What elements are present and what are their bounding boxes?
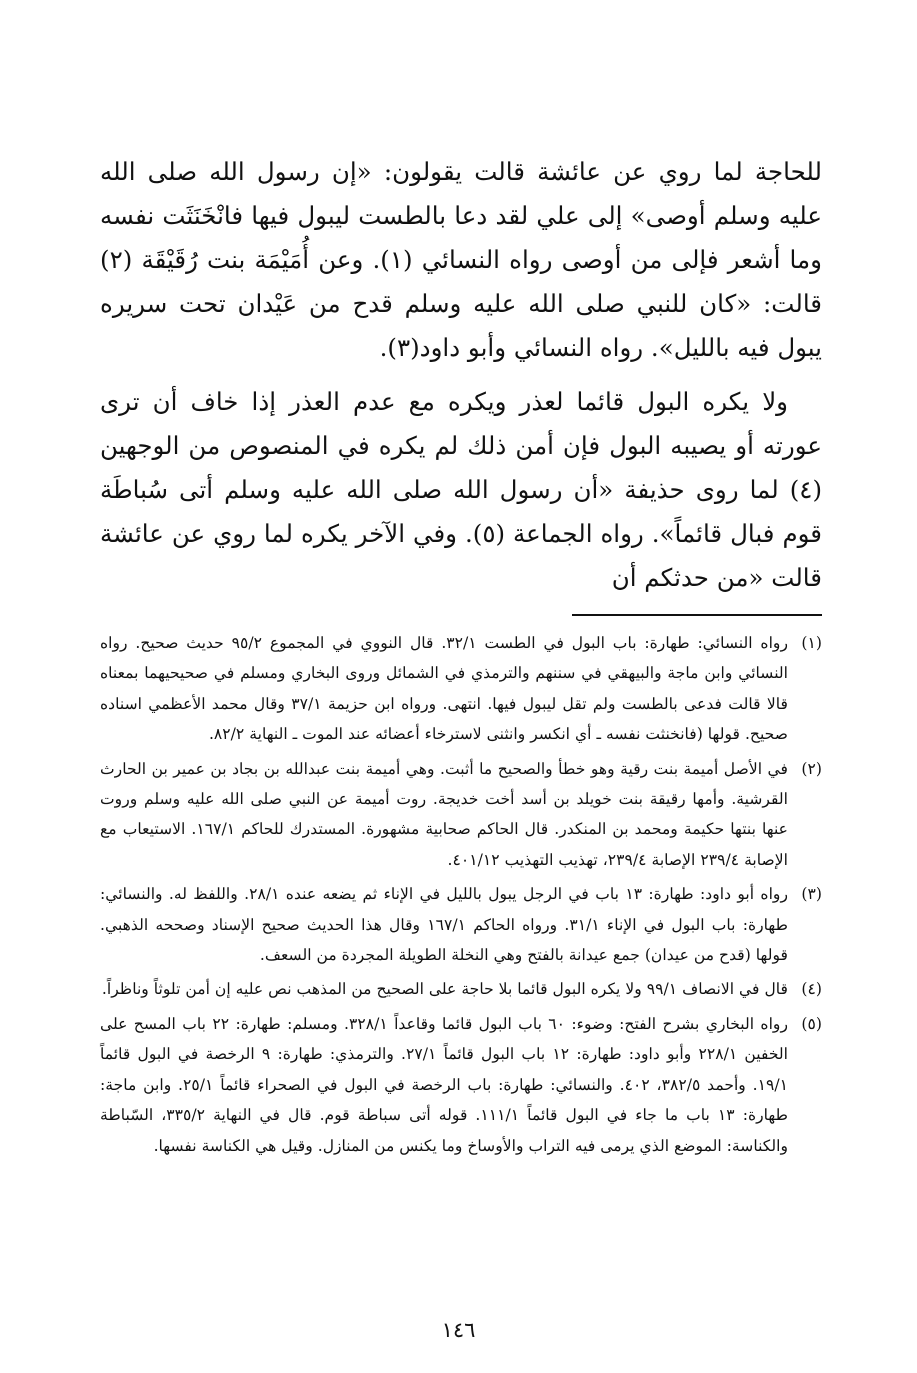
main-paragraph-1: للحاجة لما روي عن عائشة قالت يقولون: «إن رسول الله صلى الله عليه وسلم أوصى» إلى علي لقد دعا بالطست ليبول فيها فانْخَنَثَت نفسه وما أشعر فإلى من أوصى رواه النسائي (١). وعن أُمَيْمَة بنت رُقَيْقَة (٢) قالت: «كان للنبي صلى الله عليه وسلم قدح من عَيْدان تحت سريره يبول فيه بالليل». رواه النسائي وأبو داود(٣). (100, 157, 822, 362)
footnote-number: (٤) (801, 980, 822, 999)
footnote-text: قال في الانصاف ٩٩/١ ولا يكره البول قائما بلا حاجة على الصحيح من المذهب نص عليه إن أمن تلوثاً وناظراً. (101, 980, 788, 999)
page-content (100, 150, 822, 1165)
footnote-number: (٣) (801, 885, 822, 904)
footnotes (100, 628, 822, 1161)
footnote-number: (١) (801, 634, 822, 652)
footnote-text: رواه النسائي: طهارة: باب البول في الطست ٣٢/١. قال النووي في المجموع ٩٥/٢ حديث صحيح. رواه النسائي وابن ماجة والبيهقي في سننهم والترمذي في الشمائل وروى البخاري ومسلم في صحيحيهما بمعناه قالا قالت فدعى بالطست ولم تقل ليبول فيها. انتهى. ورواه ابن حزيمة ٣٧/١ وقال محمد الأعظمي اسناده صحيح. قولها (فانخنثت نفسه ـ أي انكسر وانثنى لاسترخاء أعضائه عند الموت ـ النهاية ٨٢/٢. (100, 634, 788, 744)
footnote-text: رواه أبو داود: طهارة: ١٣ باب في الرجل يبول بالليل في الإناء ثم يضعه عنده ٢٨/١. واللفظ له. والنسائي: طهارة: باب البول في الإناء ٣١/١. ورواه الحاكم ١٦٧/١ وقال هذا الحديث صحيح الإسناد وصححه الذهبي. قولها (قدح من عيدان) جمع عيدانة بالفتح وهي النخلة الطويلة المجردة من السعف. (100, 885, 788, 965)
footnote-divider (572, 614, 822, 616)
footnote-number: (٥) (801, 1014, 822, 1033)
footnote-number: (٢) (801, 759, 822, 778)
footnote-5 (100, 1009, 822, 1161)
page-number: ١٤٦ (441, 1318, 476, 1342)
footnote-4 (100, 974, 822, 1004)
footnote-text: رواه البخاري بشرح الفتح: وضوء: ٦٠ باب البول قائما وقاعداً ٣٢٨/١. ومسلم: طهارة: ٢٢ باب المسح على الخفين ٢٢٨/١ وأبو داود: طهارة: ١٢ باب البول قائماً ٢٧/١. والترمذي: طهارة: ٩ الرخصة في البول قائماً ١٩/١. وأحمد ٣٨٢/٥، ٤٠٢. والنسائي: طهارة: باب الرخصة في البول في الصحراء قائماً ٢٥/١. وابن ماجة: طهارة: ١٣ باب ما جاء في البول قائماً ١١١/١. قوله أتى سباطة قوم. قال في النهاية ٣٣٥/٢، السّباطة والكناسة: الموضع الذي يرمى فيه التراب والأوساخ وما يكنس من المنازل. وقيل هي الكناسة نفسها. (100, 1014, 789, 1155)
main-text (100, 150, 822, 600)
main-paragraph-2: ولا يكره البول قائما لعذر ويكره مع عدم العذر إذا خاف أن ترى عورته أو يصيبه البول فإن أمن ذلك لم يكره في المنصوص من الوجهين (٤) لما روى حذيفة «أن رسول الله صلى الله عليه وسلم أتى سُباطَة قوم فبال قائماً». رواه الجماعة (٥). وفي الآخر يكره لما روي عن عائشة قالت «من حدثكم أن (100, 387, 822, 592)
footnote-1 (100, 628, 822, 750)
footnote-text: في الأصل أميمة بنت رقية وهو خطأ والصحيح ما أثبت. وهي أميمة بنت عبدالله بن بجاد بن عمير بن الحارث القرشية. وأمها رقيقة بنت خويلد بن أسد أخت خديجة. روت أميمة عن النبي صلى الله عليه وسلم وروت عنها بنتها حكيمة ومحمد بن المنكدر. قال الحاكم صحابية مشهورة. المستدرك للحاكم ١٦٧/١. الاستيعاب مع الإصابة ٢٣٩/٤ الإصابة ٢٣٩/٤، تهذيب التهذيب ٤٠١/١٢. (100, 759, 788, 869)
footnote-3 (100, 879, 822, 970)
footnote-2 (100, 754, 822, 876)
